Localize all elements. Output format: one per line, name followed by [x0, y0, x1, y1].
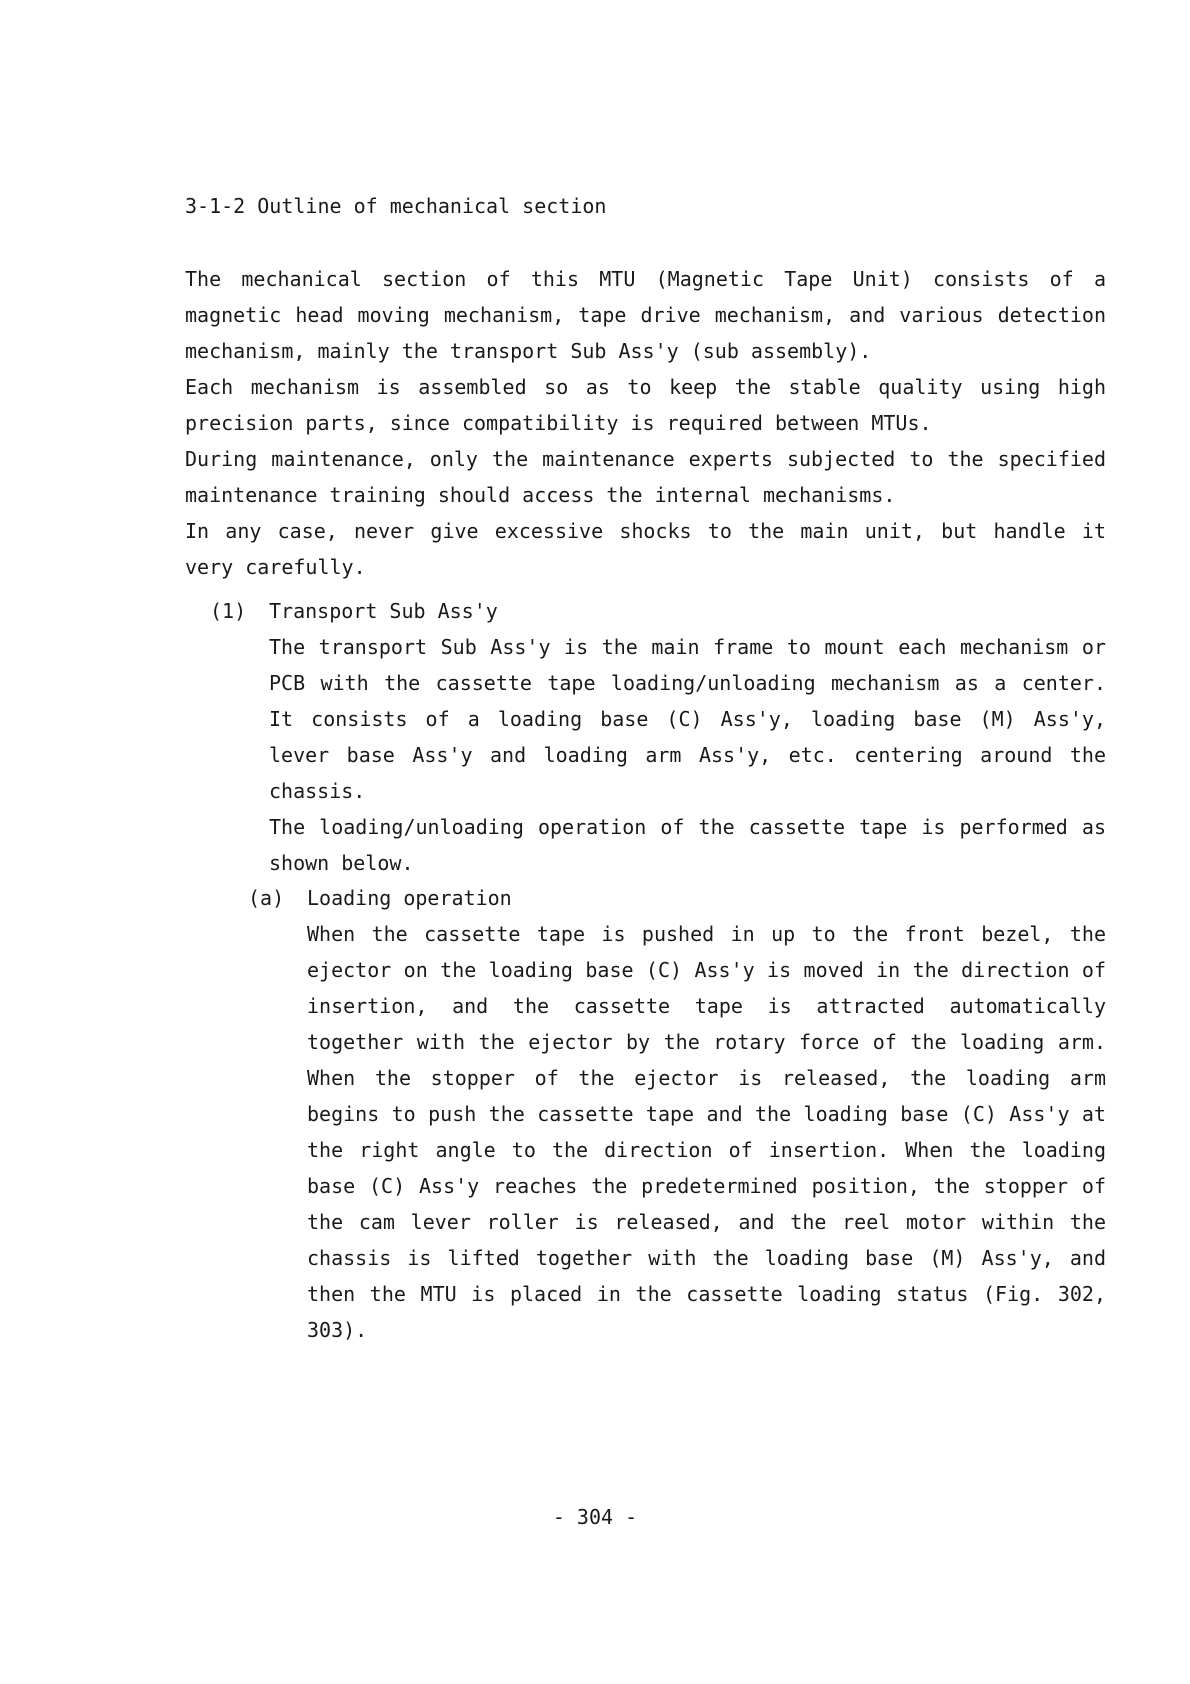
item-a-paragraph: When the cassette tape is pushed in up to the front bezel, the ejector on the loading base (C) Ass'y is moved in the direction of insertion, and the cassette tape is attracted automatically together with the ejector by the rotary force of the loading arm. When the stopper of the ejector is released, the loading arm begins to push the cassette tape and the loading base (C) Ass'y at the right angle to the direction of insertion. When the loading base (C) Ass'y reaches the predetermined position, the stopper of the cam lever roller is released, and the reel motor within the chassis is lifted together with the loading base (M) Ass'y, and then the MTU is placed in the cassette loading status (Fig. 302, 303). [307, 922, 1106, 1342]
item-a-title: Loading operation [307, 886, 512, 910]
item-a-body [307, 916, 1106, 1348]
item-1-paragraph: The loading/unloading operation of the cassette tape is performed as shown below. [269, 815, 1106, 875]
item-1-label: (1) [210, 599, 247, 623]
intro-text [185, 261, 1106, 585]
intro-paragraph: Each mechanism is assembled so as to keep the stable quality using high precision parts, since compatibility is required between MTUs. [185, 375, 1106, 435]
intro-paragraph: The mechanical section of this MTU (Magnetic Tape Unit) consists of a magnetic head moving mechanism, tape drive mechanism, and various detection mechanism, mainly the transport Sub Ass'y (sub assembly). [185, 267, 1106, 363]
section-heading: 3-1-2 Outline of mechanical section [185, 194, 607, 218]
item-1-paragraph: The transport Sub Ass'y is the main frame to mount each mechanism or PCB with the cassette tape loading/unloading mechanism as a center. It consists of a loading base (C) Ass'y, loading base (M) Ass'y, lever base Ass'y and loading arm Ass'y, etc. centering around the chassis. [269, 635, 1106, 803]
item-1-body [269, 629, 1106, 881]
intro-paragraph: During maintenance, only the maintenance experts subjected to the specified maintenance training should access the internal mechanisms. [185, 447, 1106, 507]
item-a-label: (a) [248, 886, 285, 910]
item-1-title: Transport Sub Ass'y [269, 599, 498, 623]
page-number: - 304 - [552, 1505, 638, 1529]
intro-paragraph: In any case, never give excessive shocks to the main unit, but handle it very carefully. [185, 519, 1106, 579]
